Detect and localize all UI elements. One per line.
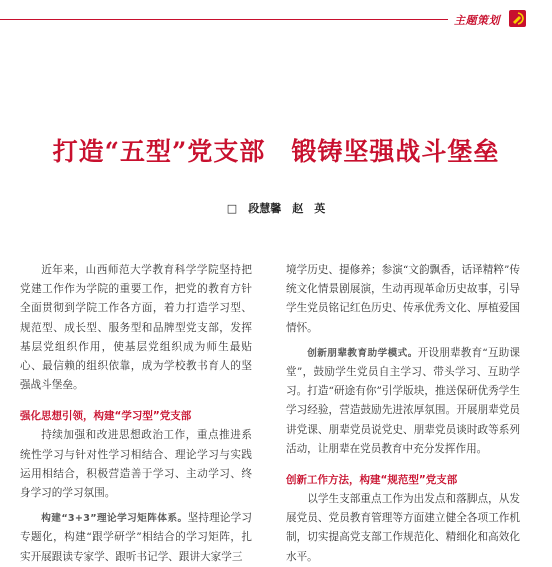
peer-lead: 创新朋辈教育助学模式。: [307, 347, 418, 359]
page-header: [0, 10, 552, 30]
continued-paragraph: 境学历史、提修养；参演“文韵飘香，话译精粹”传统文化情景剧展演，生动再现革命历史故事，引导学生党员铭记红色历史、传承优秀文化、厚植爱国情怀。: [286, 264, 520, 334]
body-column-left: [20, 261, 252, 567]
party-emblem-icon: [509, 10, 526, 27]
matrix-text: 坚持理论学习专题化，构建“跟学研学”相结合的学习矩阵，扎实开展跟读专家学、跟听书记学、跟讲大家学三: [20, 512, 252, 563]
body-column-right: [286, 261, 520, 567]
intro-paragraph: 近年来，山西师范大学教育科学学院坚持把党建工作作为学院的重要工作，把党的教育方针全面贯彻到学院工作各方面，着力打造学习型、规范型、成长型、服务型和品牌型党支部，发挥基层党组织作用，使基层党组织成为师生最贴心、最信赖的组织依靠，成为学校教书育人的坚强战斗堡垒。: [20, 264, 252, 392]
article-title: 打造“五型”党支部 锻铸坚强战斗堡垒: [52, 137, 500, 166]
section2-paragraph: 以学生支部重点工作为出发点和落脚点，从发展党员、党员教育管理等方面建立健全各项工作机制，切实提高党支部工作规范化、精细化和高效化水平。: [286, 493, 520, 563]
matrix-lead: 构建“3+3”理论学习矩阵体系。: [41, 513, 188, 525]
section-tag: 主题策划: [454, 14, 500, 27]
peer-paragraph: [286, 344, 520, 459]
section1-heading: 强化思想引领，构建“学习型”党支部: [20, 410, 192, 423]
article-authors: □ 段慧馨 赵 英: [226, 202, 326, 215]
header-rule: [0, 19, 448, 20]
section2-heading: 创新工作方法，构建“规范型”党支部: [286, 474, 458, 487]
matrix-paragraph: [20, 509, 252, 567]
section1-paragraph: 持续加强和改进思想政治工作，重点推进系统性学习与针对性学习相结合、理论学习与实践运用相结合，积极营造善于学习、主动学习、终身学习的学习氛围。: [20, 429, 252, 500]
peer-text: 开设朋辈教育“互助课堂”，鼓励学生党员自主学习、带头学习、互助学习。打造“研途有你”引学版块，推送保研优秀学生学习经验，营造鼓励先进浓厚氛围。开展朋辈党员讲党课、朋辈党员说党史、朋辈党员谈时政等系列活动，让朋辈在党员教育中充分发挥作用。: [286, 346, 520, 455]
